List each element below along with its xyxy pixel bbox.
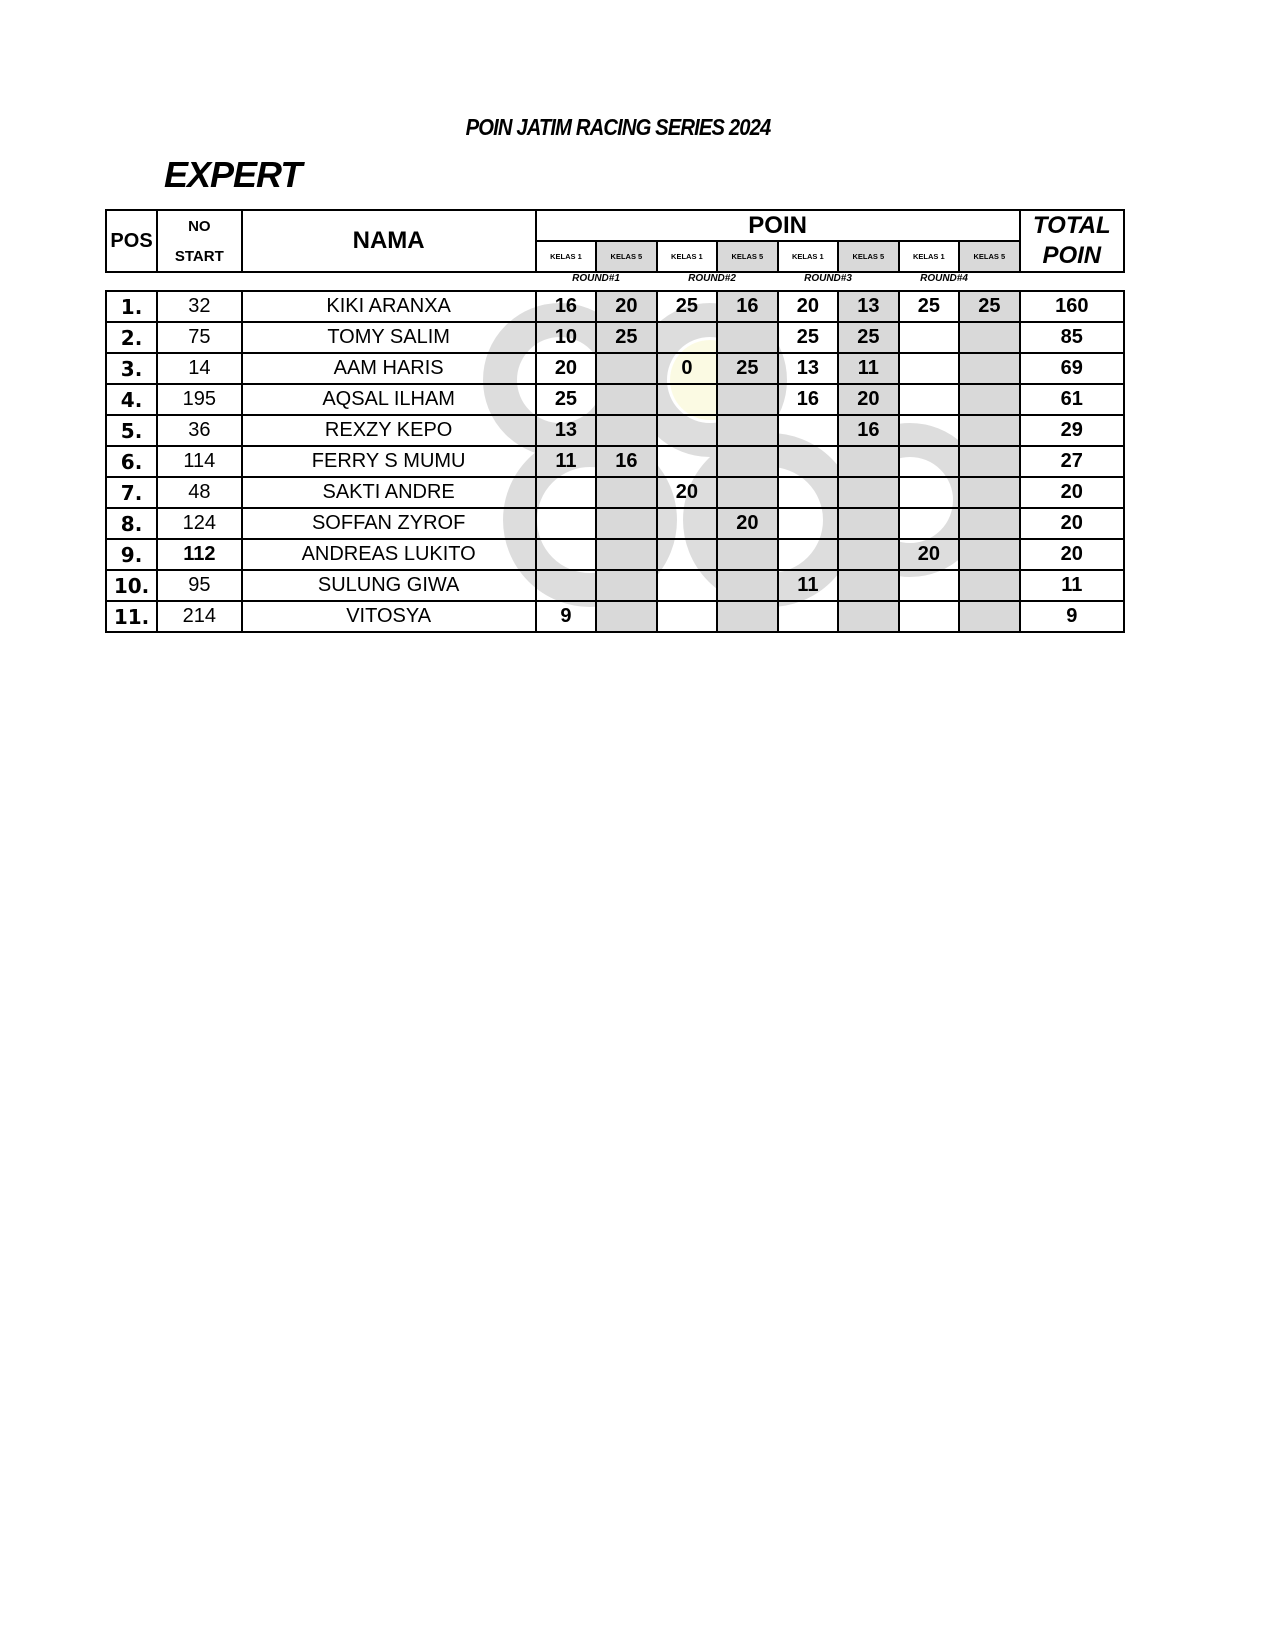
table-row	[106, 446, 1124, 477]
nama-cell: SOFFAN ZYROF	[242, 508, 536, 539]
nama-cell: FERRY S MUMU	[242, 446, 536, 477]
nama-cell: VITOSYA	[242, 601, 536, 632]
poin-cell	[838, 539, 898, 570]
poin-cell	[657, 446, 717, 477]
no-start-cell: 112	[157, 539, 241, 570]
total-cell: 61	[1020, 384, 1124, 415]
no-start-header-line2: START	[157, 241, 241, 272]
poin-cell: 10	[536, 322, 596, 353]
total-cell: 29	[1020, 415, 1124, 446]
poin-cell	[596, 570, 656, 601]
no-start-cell: 75	[157, 322, 241, 353]
poin-cell	[899, 384, 959, 415]
poin-cell	[717, 570, 777, 601]
total-cell: 27	[1020, 446, 1124, 477]
poin-cell: 25	[536, 384, 596, 415]
no-start-cell: 114	[157, 446, 241, 477]
poin-cell	[596, 477, 656, 508]
kelas-header: KELAS 5	[596, 241, 656, 272]
pos-cell: 9.	[106, 539, 157, 570]
poin-cell	[899, 322, 959, 353]
poin-cell: 20	[717, 508, 777, 539]
round-label: ROUND#4	[920, 273, 968, 284]
header-table	[105, 209, 1125, 273]
section-title: EXPERT	[164, 154, 302, 195]
pos-header: POS	[106, 210, 157, 272]
poin-cell	[717, 415, 777, 446]
poin-cell	[596, 508, 656, 539]
poin-cell: 25	[657, 291, 717, 322]
poin-cell: 20	[899, 539, 959, 570]
table-row	[106, 570, 1124, 601]
total-cell: 20	[1020, 477, 1124, 508]
poin-cell: 16	[838, 415, 898, 446]
nama-cell: SAKTI ANDRE	[242, 477, 536, 508]
poin-cell: 16	[596, 446, 656, 477]
poin-cell: 25	[838, 322, 898, 353]
poin-cell: 25	[778, 322, 838, 353]
poin-cell	[657, 570, 717, 601]
total-cell: 9	[1020, 601, 1124, 632]
nama-cell: AAM HARIS	[242, 353, 536, 384]
table-row	[106, 322, 1124, 353]
poin-cell	[717, 477, 777, 508]
pos-cell: 1.	[106, 291, 157, 322]
poin-cell	[899, 415, 959, 446]
no-start-header-line1: NO	[157, 210, 241, 241]
poin-cell	[778, 415, 838, 446]
nama-cell: ANDREAS LUKITO	[242, 539, 536, 570]
table-row	[106, 384, 1124, 415]
poin-cell	[596, 601, 656, 632]
poin-cell	[778, 477, 838, 508]
nama-cell: REXZY KEPO	[242, 415, 536, 446]
poin-cell: 20	[778, 291, 838, 322]
poin-cell	[657, 322, 717, 353]
poin-cell	[899, 601, 959, 632]
no-start-cell: 14	[157, 353, 241, 384]
no-start-cell: 95	[157, 570, 241, 601]
poin-cell	[838, 446, 898, 477]
poin-cell: 11	[536, 446, 596, 477]
total-header-line2: POIN	[1020, 241, 1124, 272]
no-start-cell: 214	[157, 601, 241, 632]
poin-cell	[959, 415, 1019, 446]
poin-cell: 16	[778, 384, 838, 415]
pos-cell: 11.	[106, 601, 157, 632]
poin-cell	[959, 570, 1019, 601]
poin-cell	[536, 570, 596, 601]
poin-cell: 11	[778, 570, 838, 601]
round-label: ROUND#3	[804, 273, 852, 284]
table-row	[106, 353, 1124, 384]
poin-cell	[899, 446, 959, 477]
poin-cell	[838, 508, 898, 539]
poin-cell: 16	[717, 291, 777, 322]
poin-cell	[778, 601, 838, 632]
total-cell: 69	[1020, 353, 1124, 384]
kelas-header: KELAS 5	[959, 241, 1020, 272]
nama-header: NAMA	[242, 210, 536, 272]
poin-cell	[657, 539, 717, 570]
pos-cell: 8.	[106, 508, 157, 539]
kelas-header: KELAS 5	[717, 241, 777, 272]
total-cell: 20	[1020, 539, 1124, 570]
poin-cell: 0	[657, 353, 717, 384]
poin-cell	[657, 415, 717, 446]
poin-cell	[838, 570, 898, 601]
poin-cell	[899, 570, 959, 601]
poin-cell: 20	[657, 477, 717, 508]
poin-cell	[899, 477, 959, 508]
poin-cell	[536, 477, 596, 508]
kelas-header: KELAS 1	[657, 241, 717, 272]
poin-cell	[959, 322, 1019, 353]
poin-cell	[838, 601, 898, 632]
table-row	[106, 508, 1124, 539]
poin-cell	[657, 508, 717, 539]
kelas-header: KELAS 1	[536, 241, 596, 272]
poin-cell	[536, 539, 596, 570]
standings-table	[105, 290, 1125, 633]
poin-cell: 13	[838, 291, 898, 322]
table-row	[106, 415, 1124, 446]
poin-cell	[657, 601, 717, 632]
pos-cell: 6.	[106, 446, 157, 477]
poin-cell	[717, 601, 777, 632]
round-label: ROUND#1	[572, 273, 620, 284]
pos-cell: 2.	[106, 322, 157, 353]
poin-cell	[778, 539, 838, 570]
poin-cell	[536, 508, 596, 539]
poin-cell	[717, 384, 777, 415]
poin-cell	[959, 353, 1019, 384]
no-start-cell: 195	[157, 384, 241, 415]
pos-cell: 5.	[106, 415, 157, 446]
poin-cell	[596, 415, 656, 446]
table-row	[106, 477, 1124, 508]
poin-cell: 11	[838, 353, 898, 384]
no-start-cell: 48	[157, 477, 241, 508]
document-title: POIN JATIM RACING SERIES 2024	[465, 114, 771, 140]
total-cell: 11	[1020, 570, 1124, 601]
poin-cell: 13	[778, 353, 838, 384]
poin-cell	[959, 508, 1019, 539]
table-row	[106, 601, 1124, 632]
poin-cell: 20	[536, 353, 596, 384]
poin-cell: 16	[536, 291, 596, 322]
poin-cell	[959, 539, 1019, 570]
poin-cell: 25	[959, 291, 1019, 322]
kelas-header: KELAS 1	[899, 241, 959, 272]
poin-cell	[959, 477, 1019, 508]
poin-cell	[838, 477, 898, 508]
total-header-line1: TOTAL	[1020, 210, 1124, 241]
nama-cell: TOMY SALIM	[242, 322, 536, 353]
poin-cell	[959, 601, 1019, 632]
poin-cell	[959, 446, 1019, 477]
total-cell: 20	[1020, 508, 1124, 539]
pos-cell: 3.	[106, 353, 157, 384]
no-start-cell: 124	[157, 508, 241, 539]
poin-cell: 9	[536, 601, 596, 632]
poin-cell	[596, 384, 656, 415]
poin-cell: 25	[596, 322, 656, 353]
round-label: ROUND#2	[688, 273, 736, 284]
table-row	[106, 291, 1124, 322]
nama-cell: AQSAL ILHAM	[242, 384, 536, 415]
no-start-cell: 32	[157, 291, 241, 322]
nama-cell: SULUNG GIWA	[242, 570, 536, 601]
poin-cell: 25	[717, 353, 777, 384]
kelas-header: KELAS 5	[838, 241, 898, 272]
poin-cell	[717, 539, 777, 570]
pos-cell: 7.	[106, 477, 157, 508]
no-start-cell: 36	[157, 415, 241, 446]
total-cell: 160	[1020, 291, 1124, 322]
poin-cell: 13	[536, 415, 596, 446]
poin-header: POIN	[536, 210, 1020, 241]
poin-cell	[717, 446, 777, 477]
poin-cell	[596, 539, 656, 570]
poin-cell	[899, 353, 959, 384]
poin-cell: 20	[596, 291, 656, 322]
poin-cell	[959, 384, 1019, 415]
pos-cell: 10.	[106, 570, 157, 601]
poin-cell	[899, 508, 959, 539]
pos-cell: 4.	[106, 384, 157, 415]
poin-cell: 20	[838, 384, 898, 415]
poin-cell	[657, 384, 717, 415]
nama-cell: KIKI ARANXA	[242, 291, 536, 322]
poin-cell	[596, 353, 656, 384]
table-row	[106, 539, 1124, 570]
kelas-header: KELAS 1	[778, 241, 838, 272]
poin-cell	[778, 508, 838, 539]
total-cell: 85	[1020, 322, 1124, 353]
poin-cell: 25	[899, 291, 959, 322]
poin-cell	[778, 446, 838, 477]
poin-cell	[717, 322, 777, 353]
